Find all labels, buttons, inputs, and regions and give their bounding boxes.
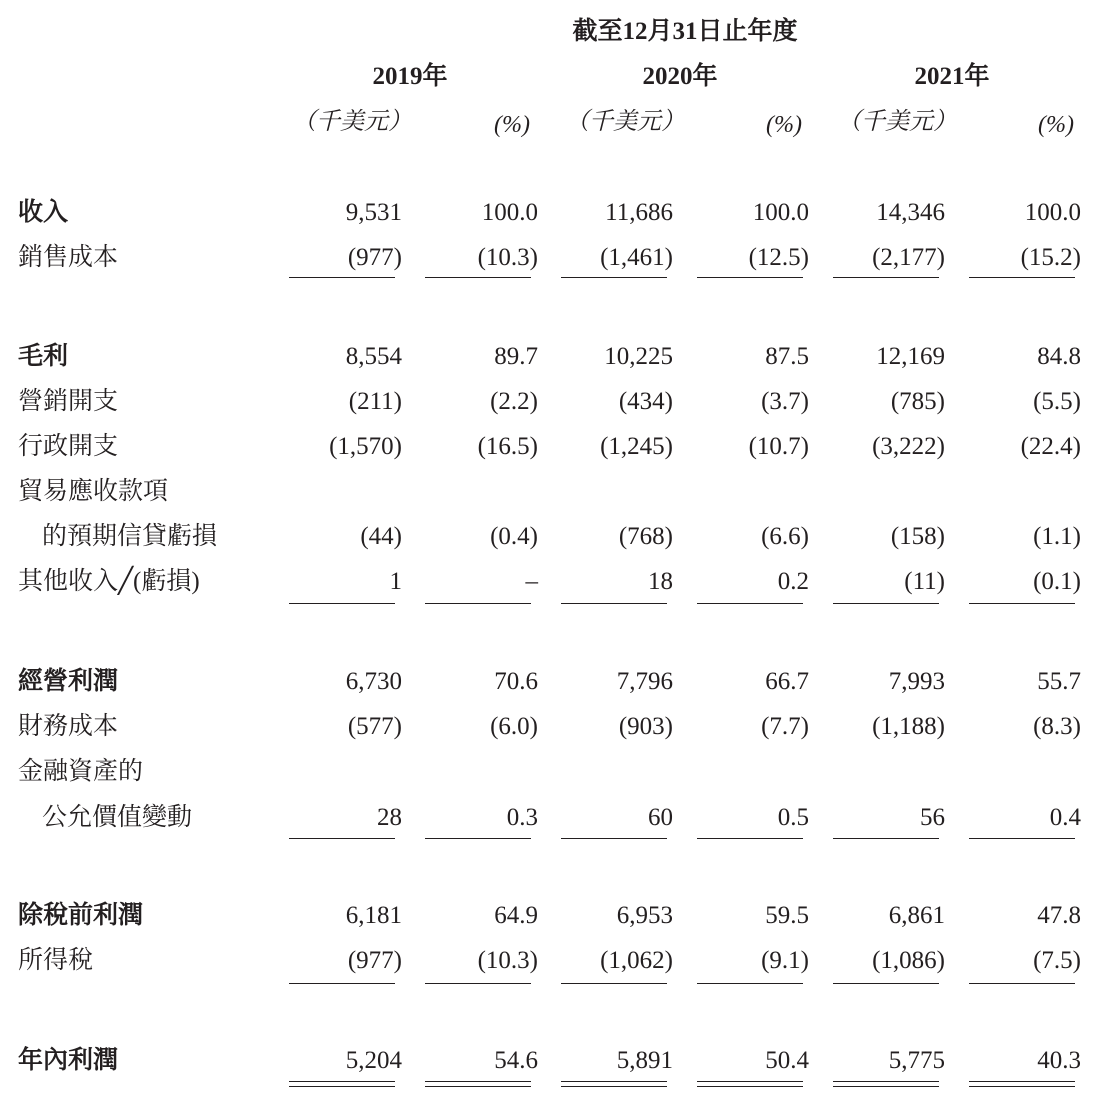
cell-2020-percent: 0.5 [777,804,809,831]
cell-2019-percent: 100.0 [481,199,538,226]
cell-2020-percent: 0.2 [777,568,809,595]
row-label: 銷售成本 [18,244,119,271]
row-label: 經營利潤 [18,668,119,695]
cell-2020-percent: 100.0 [752,199,809,226]
cell-2020-amount: (1,461) [600,244,673,271]
cell-2019-amount: 6,181 [345,902,402,929]
unit-2021-amount: （千美元） [837,109,957,135]
column-rule [289,603,395,604]
column-double-rule [833,1081,939,1087]
cell-2019-amount: 28 [377,804,402,831]
cell-2020-percent: (6.6) [761,523,809,550]
cell-2021-amount: (1,188) [872,713,945,740]
row-label: 收入 [18,199,69,226]
cell-2020-amount: (903) [618,713,673,740]
column-rule [425,983,531,984]
cell-2019-percent: (10.3) [477,244,538,271]
column-rule [833,838,939,839]
cell-2019-amount: (977) [347,244,402,271]
cell-2021-percent: (5.5) [1033,388,1081,415]
cell-2021-percent: 100.0 [1024,199,1081,226]
cell-2021-percent: 40.3 [1037,1047,1081,1074]
column-rule [697,983,803,984]
cell-2021-amount: (158) [890,523,945,550]
column-double-rule [969,1081,1075,1087]
cell-2020-percent: (10.7) [748,433,809,460]
column-rule [969,983,1075,984]
cell-2020-percent: (7.7) [761,713,809,740]
column-rule [969,603,1075,604]
unit-2021-percent: (%) [1038,112,1074,138]
column-rule [697,838,803,839]
cell-2020-percent: (3.7) [761,388,809,415]
year-2019-heading: 2019年 [372,63,448,90]
column-rule [289,838,395,839]
cell-2020-percent: 59.5 [765,902,809,929]
column-rule [969,277,1075,278]
cell-2021-amount: (785) [890,388,945,415]
cell-2021-percent: (22.4) [1020,433,1081,460]
cell-2020-amount: (1,245) [600,433,673,460]
column-rule [697,277,803,278]
column-rule [289,983,395,984]
cell-2020-percent: 50.4 [765,1047,809,1074]
cell-2019-amount: 8,554 [345,343,402,370]
column-double-rule [289,1081,395,1087]
row-label-continued: 公允價值變動 [42,804,193,831]
cell-2021-percent: 84.8 [1037,343,1081,370]
row-label: 年內利潤 [18,1047,119,1074]
cell-2021-percent: (0.1) [1033,568,1081,595]
cell-2019-percent: – [525,568,538,595]
cell-2021-amount: (1,086) [872,947,945,974]
cell-2021-percent: (8.3) [1033,713,1081,740]
cell-2019-percent: (16.5) [477,433,538,460]
row-label: 貿易應收款項 [18,478,169,505]
unit-2019-percent: (%) [494,112,530,138]
row-label: 其他收入╱(虧損) [18,568,200,595]
cell-2021-percent: 55.7 [1037,668,1081,695]
row-label: 行政開支 [18,433,119,460]
column-double-rule [561,1081,667,1087]
cell-2021-amount: 56 [920,804,945,831]
cell-2019-amount: 5,204 [345,1047,402,1074]
cell-2019-percent: 0.3 [506,804,538,831]
unit-2019-amount: （千美元） [292,109,412,135]
cell-2019-percent: (6.0) [490,713,538,740]
row-label: 除稅前利潤 [18,902,144,929]
cell-2020-amount: 7,796 [616,668,673,695]
cell-2021-amount: 7,993 [888,668,945,695]
cell-2020-amount: (768) [618,523,673,550]
year-2021-heading: 2021年 [914,63,990,90]
cell-2021-amount: 14,346 [876,199,945,226]
cell-2020-amount: 10,225 [604,343,673,370]
column-rule [833,277,939,278]
cell-2019-percent: 64.9 [494,902,538,929]
cell-2021-amount: 6,861 [888,902,945,929]
unit-2020-amount: （千美元） [565,109,685,135]
cell-2020-amount: 6,953 [616,902,673,929]
period-heading: 截至12月31日止年度 [572,18,798,45]
cell-2021-amount: 5,775 [888,1047,945,1074]
cell-2020-amount: 18 [648,568,673,595]
column-rule [289,277,395,278]
cell-2020-percent: (12.5) [748,244,809,271]
cell-2021-amount: 12,169 [876,343,945,370]
row-label: 財務成本 [18,713,119,740]
column-double-rule [425,1081,531,1087]
cell-2021-amount: (11) [904,568,945,595]
column-rule [561,838,667,839]
column-rule [561,277,667,278]
cell-2019-percent: 70.6 [494,668,538,695]
row-label: 營銷開支 [18,388,119,415]
cell-2019-percent: 89.7 [494,343,538,370]
column-rule [425,838,531,839]
column-rule [969,838,1075,839]
column-double-rule [697,1081,803,1087]
cell-2020-amount: 5,891 [616,1047,673,1074]
cell-2020-amount: 60 [648,804,673,831]
cell-2019-amount: (577) [347,713,402,740]
cell-2020-percent: 66.7 [765,668,809,695]
cell-2020-amount: (434) [618,388,673,415]
cell-2021-percent: (7.5) [1033,947,1081,974]
cell-2020-percent: (9.1) [761,947,809,974]
unit-2020-percent: (%) [766,112,802,138]
row-label: 金融資產的 [18,758,144,785]
cell-2019-percent: (2.2) [490,388,538,415]
cell-2019-amount: 9,531 [345,199,402,226]
cell-2020-percent: 87.5 [765,343,809,370]
cell-2021-percent: (1.1) [1033,523,1081,550]
column-rule [697,603,803,604]
cell-2020-amount: 11,686 [605,199,673,226]
cell-2019-amount: (1,570) [329,433,402,460]
cell-2019-percent: (10.3) [477,947,538,974]
cell-2021-amount: (2,177) [872,244,945,271]
cell-2021-percent: (15.2) [1020,244,1081,271]
column-rule [561,983,667,984]
column-rule [561,603,667,604]
cell-2019-amount: 1 [389,568,402,595]
cell-2021-amount: (3,222) [872,433,945,460]
column-rule [425,603,531,604]
row-label: 所得稅 [18,947,94,974]
cell-2020-amount: (1,062) [600,947,673,974]
column-rule [425,277,531,278]
column-rule [833,983,939,984]
row-label: 毛利 [18,343,69,370]
cell-2021-percent: 0.4 [1049,804,1081,831]
column-rule [833,603,939,604]
cell-2019-amount: (211) [348,388,402,415]
cell-2021-percent: 47.8 [1037,902,1081,929]
cell-2019-amount: (977) [347,947,402,974]
year-2020-heading: 2020年 [642,63,718,90]
cell-2019-amount: (44) [360,523,402,550]
cell-2019-percent: 54.6 [494,1047,538,1074]
row-label-continued: 的預期信貸虧損 [42,523,218,550]
cell-2019-percent: (0.4) [490,523,538,550]
cell-2019-amount: 6,730 [345,668,402,695]
